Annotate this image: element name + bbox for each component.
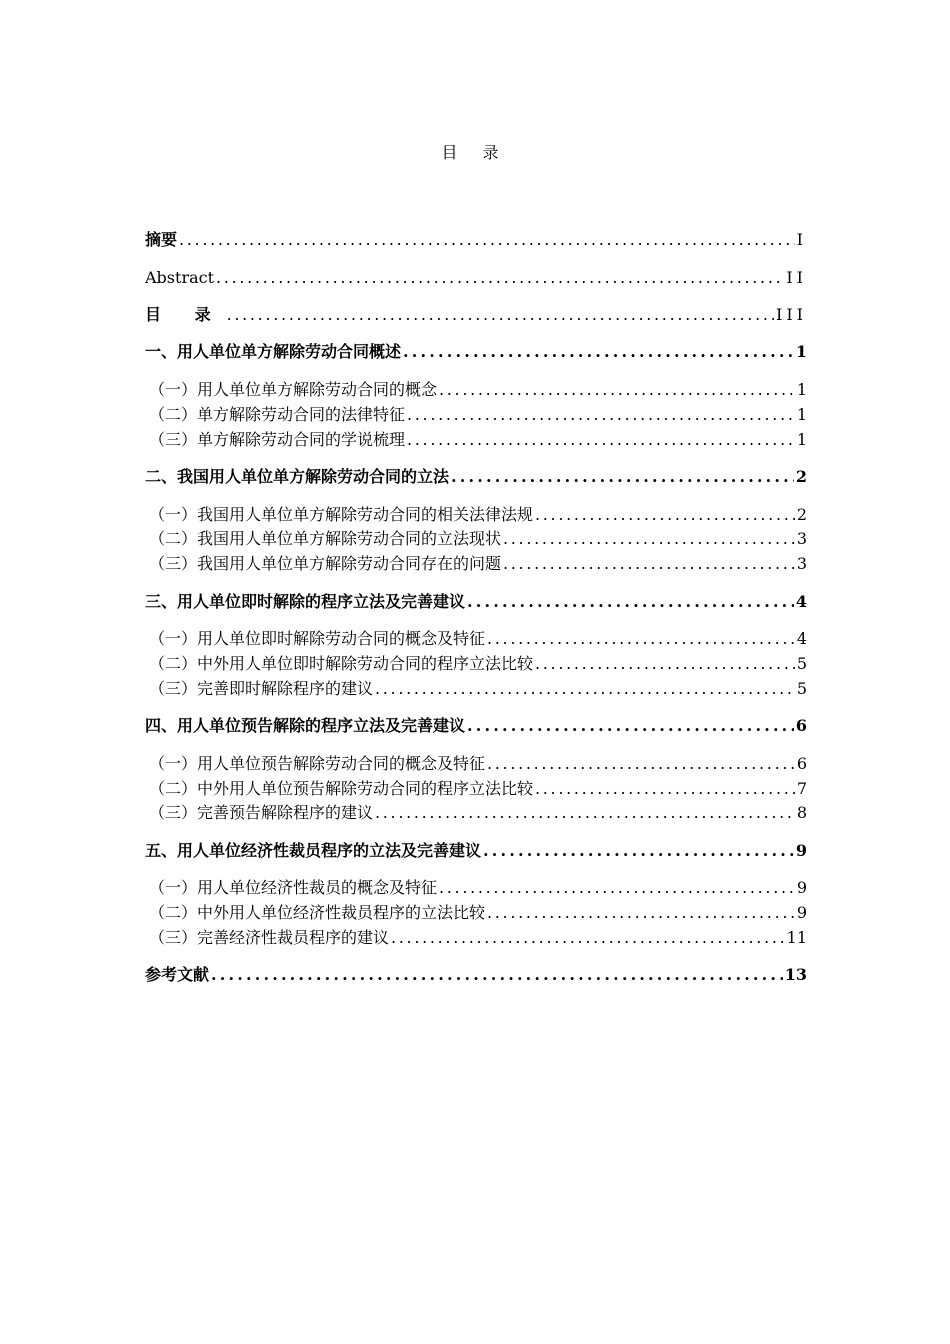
- dot-leader: [503, 527, 795, 551]
- toc-chapter-4[interactable]: [145, 714, 807, 738]
- toc-section-2-2[interactable]: [145, 527, 807, 551]
- toc-section-label: （二）我国用人单位单方解除劳动合同的立法现状: [149, 529, 502, 548]
- toc-entry-references[interactable]: [145, 963, 807, 987]
- toc-section-label: （一）用人单位预告解除劳动合同的概念及特征: [149, 754, 486, 773]
- dot-leader: [535, 503, 795, 527]
- toc-section-page: 1: [796, 430, 807, 449]
- toc-entry-page: II: [786, 268, 807, 287]
- toc-section-label: （二）中外用人单位即时解除劳动合同的程序立法比较: [149, 654, 534, 673]
- toc-section-page: 1: [796, 380, 807, 399]
- toc-section-label: （一）用人单位经济性裁员的概念及特征: [149, 878, 438, 897]
- toc-section-page: 11: [786, 928, 807, 947]
- dot-leader: [535, 652, 795, 676]
- toc-entry-label: 目 录: [145, 305, 225, 324]
- toc-section-label: （三）完善预告解除程序的建议: [149, 803, 374, 822]
- toc-chapter-label: 二、我国用人单位单方解除劳动合同的立法: [145, 467, 450, 486]
- toc-section-2-1[interactable]: [145, 503, 807, 527]
- toc-chapter-1[interactable]: [145, 340, 807, 364]
- toc-section-label: （三）完善即时解除程序的建议: [149, 679, 374, 698]
- toc-section-label: （二）单方解除劳动合同的法律特征: [149, 405, 406, 424]
- toc-section-page: 9: [796, 903, 807, 922]
- toc-section-label: （一）用人单位即时解除劳动合同的概念及特征: [149, 629, 486, 648]
- toc-section-2-3[interactable]: [145, 552, 807, 576]
- toc-chapter-5[interactable]: [145, 839, 807, 863]
- dot-leader: [407, 428, 795, 452]
- toc-section-label: （三）单方解除劳动合同的学说梳理: [149, 430, 406, 449]
- toc-section-3-1[interactable]: [145, 627, 807, 651]
- dot-leader: [179, 228, 795, 252]
- toc-chapter-2[interactable]: [145, 465, 807, 489]
- toc-entry-label: 参考文献: [145, 965, 210, 984]
- dot-leader: [375, 801, 795, 825]
- dot-leader: [451, 465, 794, 489]
- toc-chapter-page: 4: [795, 592, 807, 611]
- toc-section-label: （一）用人单位单方解除劳动合同的概念: [149, 380, 438, 399]
- toc-section-page: 5: [796, 679, 807, 698]
- dot-leader: [487, 627, 795, 651]
- dot-leader: [439, 378, 795, 402]
- toc-section-page: 7: [796, 779, 807, 798]
- dot-leader: [211, 963, 783, 987]
- toc-entry-page: 13: [784, 965, 807, 984]
- dot-leader: [483, 839, 794, 863]
- dot-leader: [535, 777, 795, 801]
- toc-section-4-1[interactable]: [145, 752, 807, 776]
- toc-chapter-label: 五、用人单位经济性裁员程序的立法及完善建议: [145, 841, 482, 860]
- toc-section-page: 1: [796, 405, 807, 424]
- toc-entry-label: 摘要: [145, 230, 178, 249]
- toc-section-4-2[interactable]: [145, 777, 807, 801]
- toc-chapter-3[interactable]: [145, 590, 807, 614]
- toc-section-label: （二）中外用人单位预告解除劳动合同的程序立法比较: [149, 779, 534, 798]
- toc-section-1-2[interactable]: [145, 403, 807, 427]
- page-title: 目 录: [441, 143, 509, 162]
- toc-section-label: （三）完善经济性裁员程序的建议: [149, 928, 390, 947]
- toc-section-page: 4: [796, 629, 807, 648]
- toc-chapter-page: 6: [795, 716, 807, 735]
- toc-section-4-3[interactable]: [145, 801, 807, 825]
- dot-leader: [467, 714, 794, 738]
- toc-section-page: 6: [796, 754, 807, 773]
- toc-chapter-page: 2: [795, 467, 807, 486]
- toc-chapter-page: 1: [795, 342, 807, 361]
- toc-section-page: 3: [796, 554, 807, 573]
- toc-section-page: 9: [796, 878, 807, 897]
- toc-section-page: 8: [796, 803, 807, 822]
- dot-leader: [439, 876, 795, 900]
- toc-section-label: （二）中外用人单位经济性裁员程序的立法比较: [149, 903, 486, 922]
- dot-leader: [407, 403, 795, 427]
- toc-entry-page: I: [796, 230, 807, 249]
- toc-section-label: （三）我国用人单位单方解除劳动合同存在的问题: [149, 554, 502, 573]
- dot-leader: [375, 677, 795, 701]
- toc-section-1-1[interactable]: [145, 378, 807, 402]
- toc-chapter-label: 三、用人单位即时解除的程序立法及完善建议: [145, 592, 466, 611]
- toc-section-1-3[interactable]: [145, 428, 807, 452]
- dot-leader: [216, 266, 784, 290]
- toc-section-page: 5: [796, 654, 807, 673]
- toc-section-5-3[interactable]: [145, 926, 807, 950]
- toc-chapter-page: 9: [795, 841, 807, 860]
- toc-section-5-2[interactable]: [145, 901, 807, 925]
- toc-section-3-3[interactable]: [145, 677, 807, 701]
- toc-section-page: 3: [796, 529, 807, 548]
- dot-leader: [391, 926, 785, 950]
- dot-leader: [487, 901, 795, 925]
- toc-entry-abstract-en[interactable]: [145, 266, 807, 290]
- dot-leader: [403, 340, 794, 364]
- toc-entry-page: III: [776, 305, 807, 324]
- toc-chapter-label: 四、用人单位预告解除的程序立法及完善建议: [145, 716, 466, 735]
- toc-section-5-1[interactable]: [145, 876, 807, 900]
- toc-entry-label: Abstract: [145, 268, 215, 287]
- dot-leader: [487, 752, 795, 776]
- dot-leader: [467, 590, 794, 614]
- toc-chapter-label: 一、用人单位单方解除劳动合同概述: [145, 342, 402, 361]
- dot-leader: [227, 303, 774, 327]
- toc-entry-contents[interactable]: [145, 303, 807, 327]
- toc-section-page: 2: [796, 505, 807, 524]
- toc-section-label: （一）我国用人单位单方解除劳动合同的相关法律法规: [149, 505, 534, 524]
- toc-section-3-2[interactable]: [145, 652, 807, 676]
- dot-leader: [503, 552, 795, 576]
- toc-entry-abstract-cn[interactable]: [145, 228, 807, 252]
